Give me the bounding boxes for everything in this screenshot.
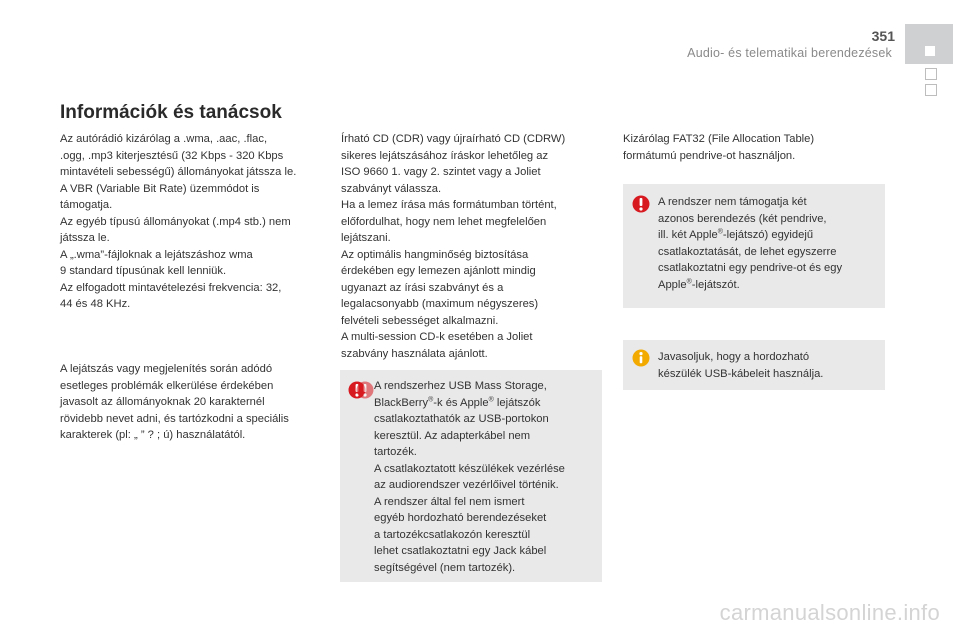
apple-note-part1: A rendszer nem támogatja két azonos berendezés (két pendrive, ill. két Apple (658, 196, 827, 241)
warning-icon-shadow (356, 380, 374, 400)
registered-mark: ® (686, 277, 692, 285)
registered-mark: ® (717, 228, 723, 236)
page-number: 351 (871, 28, 895, 44)
usb-note-line1: A rendszerhez USB Mass Storage, (374, 380, 547, 392)
usb-cable-info-note (623, 340, 885, 390)
chapter-tab (905, 24, 953, 64)
chapter-title: Audio- és telematikai berendezések (687, 46, 892, 60)
tab-box (925, 68, 937, 80)
cd-paragraph: Írható CD (CDR) vagy újraírható CD (CDRW) sikeres lejátszásához íráskor lehetőleg az ISO 9660 1. vagy 2. szintet vagy a Joliet szabványt válassza. Ha a lemez írása más formátumban történt, előfordulhat, hogy nem lehet megfelelően lejátszani. Az optimális hangminőség biztosítása érdekében egy lemezen ajánlott mindig ugyanazt az írási szabványt és a legalacsonyabb (maximum négyszeres) felvételi sebességet alkalmazni. A multi-session CD-k esetében a Joliet szabvány használata ajánlott. (341, 133, 566, 360)
watermark: carmanualsonline.info (719, 600, 940, 625)
apple-note-part2: -lejátszó) egyidejű csatlakoztatását, de lehet egyszerre csatlakoztatni egy pendrive-ot és egy Apple (658, 229, 843, 291)
usb-note-rest: csatlakoztathatók az USB-portokon keresztül. Az adapterkábel nem tartozék. A csatlakoztatott készülékek vezérlése az audiorendszer vezérlőivel történik. A rendszer által fel nem ismert egyéb hordozható berendezéseket a tartozékcsatlakozón keresztül lehet csatlakoztatni egy Jack kábel segítségével (nem tartozék). (374, 413, 565, 574)
apple-warning-note (623, 184, 885, 308)
info-icon (632, 349, 650, 367)
usb-note-apple: -k és Apple (433, 396, 489, 409)
tab-box (925, 84, 937, 96)
apple-note-part3: -lejátszót. (691, 278, 740, 291)
tab-marker (925, 46, 935, 56)
registered-mark: ® (428, 395, 434, 403)
codec-paragraph: Az autórádió kizárólag a .wma, .aac, .flac, .ogg, .mp3 kiterjesztésű (32 Kbps - 320 Kbps mintavételi sebességű) állományokat játssza le. A VBR (Variable Bit Rate) üzemmódot is támogatja. Az egyéb típusú állományokat (.mp4 stb.) nem játssza le. A „.wma”-fájloknak a lejátszáshoz wma 9 standard típusúnak kell lenniük. Az elfogadott mintavételezési frekvencia: 32, 44 és 48 KHz. (60, 133, 297, 310)
usb-note-players: lejátszók (493, 396, 541, 409)
usb-warning-note (340, 370, 602, 582)
usb-note-blackberry: BlackBerry (374, 396, 429, 409)
fat32-paragraph: Kizárólag FAT32 (File Allocation Table) formátumú pendrive-ot használjon. (623, 133, 815, 162)
section-title: Információk és tanácsok (60, 102, 282, 123)
apple-note-text (658, 194, 883, 293)
filename-paragraph: A lejátszás vagy megjelenítés során adódó esetleges problémák elkerülése érdekében javasolt az állományoknak 20 karakternél rövidebb nevet adni, és tartózkodni a speciális karakterek (pl: „ ” ? ; ú) használatától. (60, 363, 289, 441)
usb-note-text (374, 378, 600, 576)
warning-icon (632, 194, 650, 214)
registered-mark: ® (488, 395, 494, 403)
info-note-text: Javasoljuk, hogy a hordozható készülék USB-kábeleit használja. (658, 351, 824, 380)
